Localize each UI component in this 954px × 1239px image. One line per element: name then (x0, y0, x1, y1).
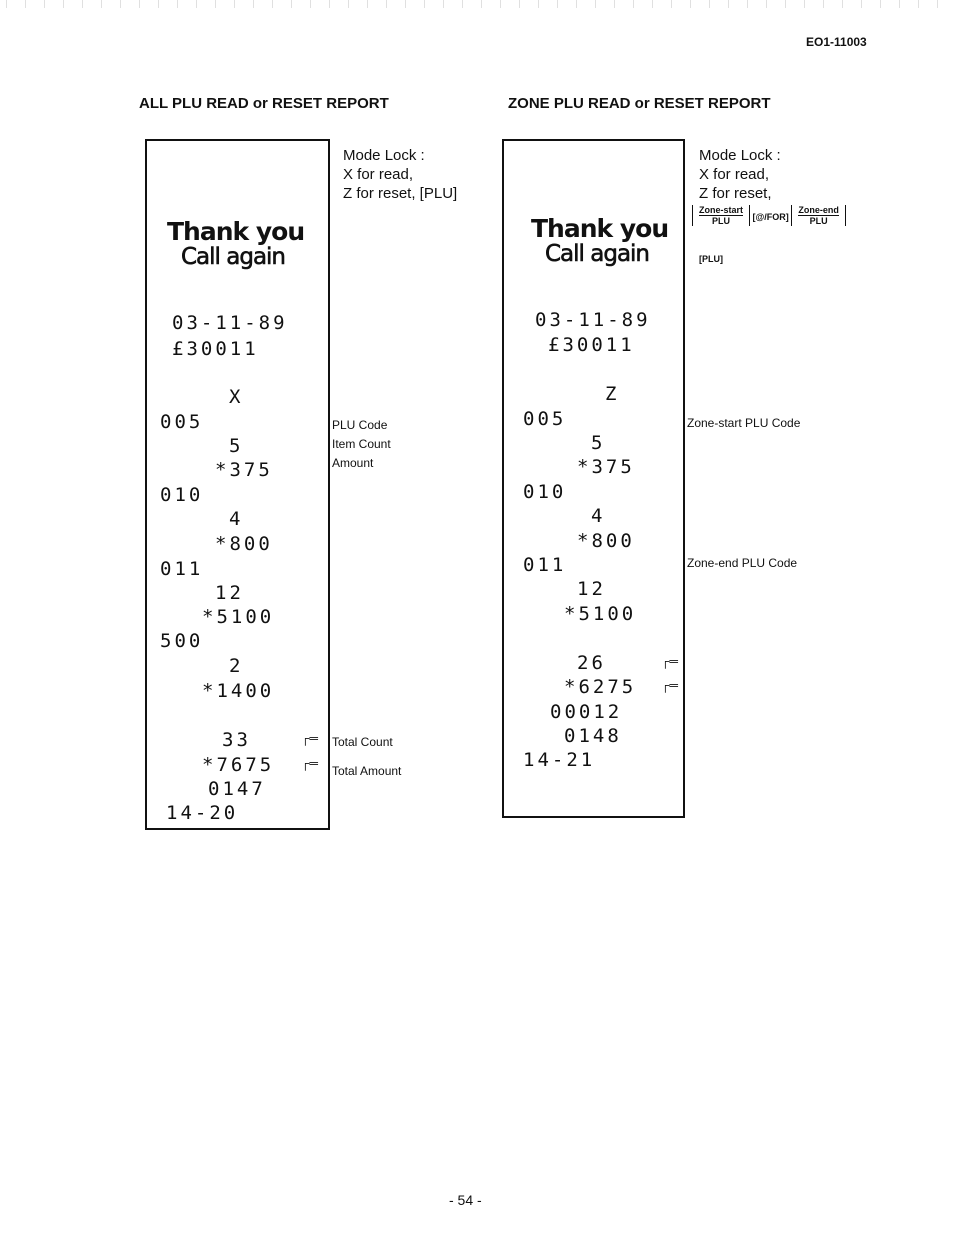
page-number: - 54 - (449, 1192, 482, 1208)
left-line: *1400 (202, 680, 275, 702)
left-serial: £30011 (172, 338, 259, 360)
left-line: 5 (229, 435, 244, 457)
left-line: 12 (215, 582, 244, 604)
zone-end-key-sub: PLU (798, 215, 839, 226)
left-line: 500 (160, 630, 204, 652)
right-thanks-line1: Thank you (531, 214, 669, 243)
document-number: EO1-11003 (806, 35, 867, 49)
left-mode-lock (343, 146, 457, 203)
right-line: 4 (591, 505, 606, 527)
note-total-count: Total Count (332, 735, 393, 749)
left-total-amount-mark: ┌═ (301, 756, 319, 770)
left-total-amount: *7675 (202, 754, 275, 776)
right-consecutive: 0148 (564, 725, 622, 747)
right-total-count-mark: ┌═ (661, 654, 679, 668)
left-thanks (167, 219, 304, 269)
note-plu-code: PLU Code (332, 418, 388, 432)
right-date: 03-11-89 (535, 309, 651, 331)
note-amount: Amount (332, 456, 374, 470)
left-line: 010 (160, 484, 204, 506)
mode-lock-line: Mode Lock : (343, 147, 425, 164)
right-line: 011 (523, 554, 567, 576)
zone-end-plu-key (791, 205, 846, 226)
note-zone-end: Zone-end PLU Code (687, 556, 798, 570)
left-line: 005 (160, 411, 204, 433)
left-footer: 14-20 (166, 802, 239, 824)
zone-end-key-label: Zone-end (798, 205, 839, 215)
right-mode: Z (605, 383, 620, 405)
mode-lock-line: Z for reset, (699, 185, 772, 202)
left-total-count-mark: ┌═ (301, 731, 319, 745)
key-sequence (692, 205, 846, 226)
left-thanks-line2: Call again (181, 244, 286, 270)
zone-start-key-label: Zone-start (699, 205, 744, 215)
mode-lock-line: X for read, (343, 166, 414, 183)
left-total-count: 33 (222, 729, 251, 751)
right-total-amount: *6275 (564, 676, 637, 698)
left-line: *375 (215, 459, 273, 481)
right-line: *375 (577, 456, 635, 478)
for-key: [@/FOR] (752, 212, 789, 222)
right-line: 12 (577, 578, 606, 600)
right-total-count: 26 (577, 652, 606, 674)
left-heading: ALL PLU READ or RESET REPORT (139, 95, 389, 112)
right-line: 010 (523, 481, 567, 503)
right-heading: ZONE PLU READ or RESET REPORT (508, 95, 771, 112)
right-thanks (531, 216, 668, 266)
note-zone-start: Zone-start PLU Code (687, 416, 801, 430)
zone-start-plu-key (692, 205, 750, 226)
right-line: *800 (577, 530, 635, 552)
mode-lock-line: Z for reset, [PLU] (343, 185, 458, 202)
left-line: *800 (215, 533, 273, 555)
right-line: *5100 (564, 603, 637, 625)
plu-key: [PLU] (699, 254, 723, 264)
mode-lock-line: X for read, (699, 166, 770, 183)
scan-noise (0, 0, 954, 8)
left-consecutive: 0147 (208, 778, 266, 800)
right-footer: 14-21 (523, 749, 596, 771)
right-total-amount-mark: ┌═ (661, 678, 679, 692)
right-mode-lock (699, 146, 781, 203)
left-line: 4 (229, 508, 244, 530)
left-mode: X (229, 386, 244, 408)
note-item-count: Item Count (332, 437, 391, 451)
left-line: 011 (160, 558, 204, 580)
right-thanks-line2: Call again (545, 241, 650, 267)
note-total-amount: Total Amount (332, 764, 402, 778)
right-zcount: 00012 (550, 701, 623, 723)
right-serial: £30011 (548, 334, 635, 356)
left-thanks-line1: Thank you (167, 217, 305, 246)
right-line: 5 (591, 432, 606, 454)
right-line: 005 (523, 408, 567, 430)
left-date: 03-11-89 (172, 312, 288, 334)
left-line: 2 (229, 655, 244, 677)
zone-start-key-sub: PLU (699, 215, 743, 226)
left-line: *5100 (202, 606, 275, 628)
mode-lock-line: Mode Lock : (699, 147, 781, 164)
